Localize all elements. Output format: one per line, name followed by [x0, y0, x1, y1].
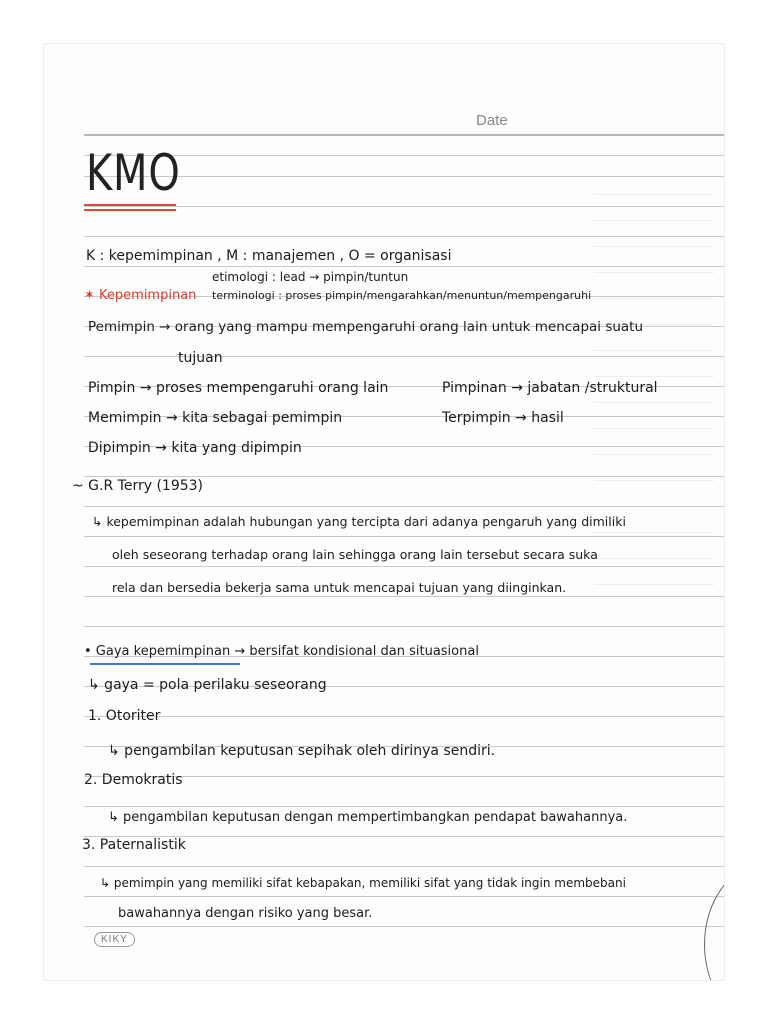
page-title: KMO: [86, 144, 181, 202]
brand-logo: KIKY: [94, 932, 135, 947]
rule-line: [84, 896, 724, 897]
otoriter-def-line: ↳ pengambilan keputusan sepihak oleh dirinya sendiri.: [108, 743, 496, 759]
header-rule: [84, 134, 724, 136]
demokratis-def-line: ↳ pengambilan keputusan dengan mempertimbangkan pendapat bawahannya.: [108, 810, 628, 825]
pimpin-line: Pimpin → proses mempengaruhi orang lain: [88, 380, 389, 396]
rule-line: [84, 626, 724, 627]
memimpin-line: Memimpin → kita sebagai pemimpin: [88, 410, 343, 426]
rule-line: [84, 596, 724, 597]
rule-line: [84, 476, 724, 477]
gaya-def-line: ↳ gaya = pola perilaku seseorang: [88, 677, 327, 693]
date-label: Date: [476, 112, 508, 129]
rule-line: [84, 806, 724, 807]
paternalistik-heading: 3. Paternalistik: [82, 837, 186, 853]
etimologi-line: etimologi : lead → pimpin/tuntun: [212, 270, 409, 284]
terry-def-line-3: rela dan bersedia bekerja sama untuk mencapai tujuan yang diinginkan.: [112, 580, 567, 595]
pemimpin-line: Pemimpin → orang yang mampu mempengaruhi orang lain untuk mencapai suatu: [88, 319, 644, 335]
pemimpin-cont-line: tujuan: [178, 350, 223, 366]
gaya-underline: [90, 663, 240, 665]
rule-line: [84, 266, 724, 267]
rule-line: [84, 536, 724, 537]
terminologi-line: terminologi : proses pimpin/mengarahkan/menuntun/mempengaruhi: [212, 289, 592, 302]
rule-line: [84, 866, 724, 867]
demokratis-heading: 2. Demokratis: [84, 772, 183, 788]
terry-def-line-1: ↳ kepemimpinan adalah hubungan yang tercipta dari adanya pengaruh yang dimiliki: [92, 514, 626, 529]
title-underline: [84, 209, 176, 211]
terry-def-line-2: oleh seseorang terhadap orang lain sehingga orang lain tersebut secara suka: [112, 547, 598, 562]
otoriter-heading: 1. Otoriter: [88, 708, 161, 724]
paternalistik-def-line-1: ↳ pemimpin yang memiliki sifat kebapakan, memiliki sifat yang tidak ingin membebani: [100, 876, 626, 890]
title-underline: [84, 204, 176, 206]
rule-line: [84, 236, 724, 237]
notebook-page: [44, 44, 724, 980]
margin-arc: [704, 864, 724, 980]
rule-line: [84, 506, 724, 507]
pimpinan-line: Pimpinan → jabatan /struktural: [442, 380, 658, 396]
abbrev-line: K : kepemimpinan , M : manajemen , O = organisasi: [86, 248, 452, 264]
gaya-heading: • Gaya kepemimpinan → bersifat kondisional dan situasional: [84, 644, 479, 659]
rule-line: [84, 206, 724, 207]
rule-line: [84, 926, 724, 927]
terpimpin-line: Terpimpin → hasil: [442, 410, 564, 426]
dipimpin-line: Dipimpin → kita yang dipimpin: [88, 440, 302, 456]
rule-line: [84, 566, 724, 567]
terry-heading: ~ G.R Terry (1953): [72, 478, 203, 494]
kepemimpinan-label: ✶ Kepemimpinan: [84, 288, 197, 303]
paternalistik-def-line-2: bawahannya dengan risiko yang besar.: [118, 906, 373, 921]
rule-line: [84, 716, 724, 717]
